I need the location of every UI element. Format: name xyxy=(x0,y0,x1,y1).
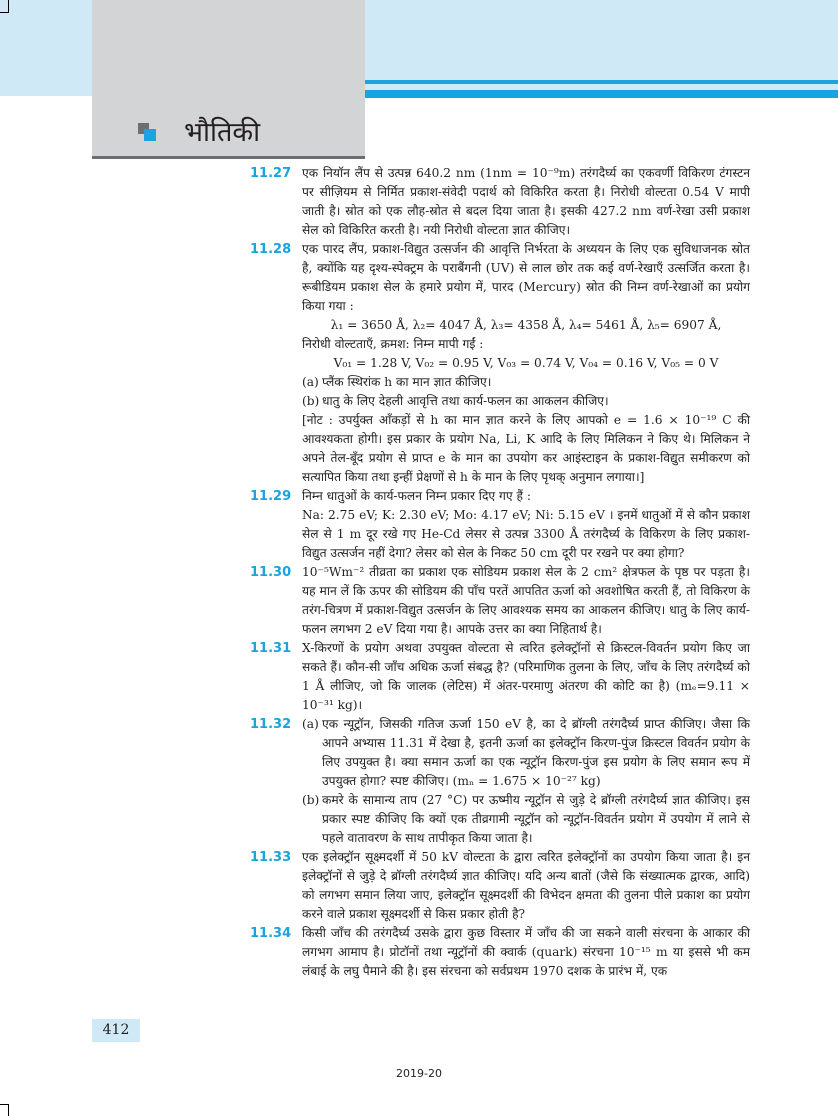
sub-part-text: कमरे के सामान्य ताप (27 °C) पर ऊष्मीय न्यूट्रॉन से जुड़े दे ब्रॉग्ली तरंगदैर्घ्य ज्ञात कीजिए। इस प्रकार स्पष्ट कीजिए कि क्यों एक तीव्रगामी न्यूट्रॉन को न्यूट्रॉन-विवर्तन प्रयोग में उपयोग में लाने से पहले वातावरण के साथ तापीकृत किया जाता है। xyxy=(322,793,750,845)
header-stripe-thick xyxy=(365,90,838,98)
question-11-34 xyxy=(250,924,750,981)
sub-part-label: (a) xyxy=(302,375,319,389)
question-text: निम्न धातुओं के कार्य-फलन निम्न प्रकार दिए गए हैं : xyxy=(302,489,531,503)
question-11-29 xyxy=(250,487,750,563)
question-text: Na: 2.75 eV; K: 2.30 eV; Mo: 4.17 eV; Ni: 5.15 eV । इनमें धातुओं में से कौन प्रकाश सेल से 1 m दूर रखे गए He-Cd लेसर से उत्पन्न 3300 Å तरंगदैर्घ्य के विकिरण के लिए प्रकाश-विद्युत उत्सर्जन नहीं देगा? लेसर को सेल के निकट 50 cm दूरी पर रखने पर क्या होगा? xyxy=(302,508,750,560)
question-number: 11.32 xyxy=(250,717,292,732)
question-number: 11.27 xyxy=(250,166,292,181)
question-number: 11.33 xyxy=(250,850,292,865)
question-number: 11.29 xyxy=(250,489,292,504)
sub-part xyxy=(302,715,750,791)
page-number: 412 xyxy=(92,1019,140,1042)
question-text: एक इलेक्ट्रॉन सूक्ष्मदर्शी में 50 kV वोल्टता के द्वारा त्वरित इलेक्ट्रॉनों का उपयोग किया जाता है। इन इलेक्ट्रॉनों से जुड़े दे ब्रॉग्ली तरंगदैर्घ्य ज्ञात कीजिए। यदि अन्य बातों (जैसे कि संख्यात्मक द्वारक, आदि) को लगभग समान लिया जाए, इलेक्ट्रॉन सूक्ष्मदर्शी की विभेदन क्षमता की तुलना पीले प्रकाश का प्रयोग करने वाले प्रकाश सूक्ष्मदर्शी से किस प्रकार होती है? xyxy=(302,850,750,921)
question-11-32 xyxy=(250,715,750,848)
note-text: [नोट : उपर्युक्त आँकड़ों से h का मान ज्ञात करने के लिए आपको e = 1.6 × 10⁻¹⁹ C की आवश्यकता होगी। इस प्रकार के प्रयोग Na, Li, K आदि के लिए मिलिकन ने किए थे। मिलिकन ने अपने तेल-बूँद प्रयोग से प्राप्त e के मान का उपयोग कर आइंस्टाइन के प्रकाश-विद्युत समीकरण को सत्यापित किया तथा इन्हीं प्रेक्षणों से h के मान के लिए पृथक् अनुमान लगाया।] xyxy=(302,413,750,484)
sub-part-label: (a) xyxy=(302,717,319,731)
sub-part xyxy=(302,373,750,392)
question-text: X-किरणों के प्रयोग अथवा उपयुक्त वोल्टता से त्वरित इलेक्ट्रॉनों से क्रिस्टल-विवर्तन प्रयोग किए जा सकते हैं। कौन-सी जाँच अधिक ऊर्जा संबद्ध है? (परिमाणिक तुलना के लिए, जाँच के लिए तरंगदैर्घ्य को 1 Å लीजिए, जो कि जालक (लेटिस) में अंतर-परमाणु अंतरण की कोटि का है) (mₑ=9.11 × 10⁻³¹ kg)। xyxy=(302,641,750,712)
sub-part-text: प्लैंक स्थिरांक h का मान ज्ञात कीजिए। xyxy=(322,375,492,389)
question-number: 11.34 xyxy=(250,926,292,941)
sub-part-text: एक न्यूट्रॉन, जिसकी गतिज ऊर्जा 150 eV है, का दे ब्रॉग्ली तरंगदैर्घ्य प्राप्त कीजिए। जैसा कि आपने अभ्यास 11.31 में देखा है, इतनी ऊर्जा का इलेक्ट्रॉन किरण-पुंज क्रिस्टल विवर्तन प्रयोग के लिए उपयुक्त है। क्या समान ऊर्जा का एक न्यूट्रॉन किरण-पुंज इस प्रयोग के लिए समान रूप में उपयुक्त होगा? स्पष्ट कीजिए। (mₙ = 1.675 × 10⁻²⁷ kg) xyxy=(322,717,750,788)
squares-logo-icon xyxy=(138,123,158,143)
question-number: 11.30 xyxy=(250,565,292,580)
question-11-31 xyxy=(250,639,750,715)
sub-part-label: (b) xyxy=(302,793,320,807)
question-11-33 xyxy=(250,848,750,924)
question-number: 11.28 xyxy=(250,242,292,257)
sub-part xyxy=(302,791,750,848)
question-text: निरोधी वोल्टताएँ, क्रमश: निम्न मापी गईं : xyxy=(302,337,484,351)
crop-mark-bottom-left xyxy=(0,1104,9,1116)
sub-part-text: धातु के लिए देहली आवृत्ति तथा कार्य-फलन का आकलन कीजिए। xyxy=(322,394,609,408)
chapter-header-underline xyxy=(92,156,365,159)
exercise-content xyxy=(250,164,750,981)
chapter-title: भौतिकी xyxy=(184,117,261,148)
crop-mark-top-left xyxy=(0,0,9,13)
sub-part-label: (b) xyxy=(302,394,320,408)
sub-part xyxy=(302,392,750,411)
question-text: 10⁻⁵Wm⁻² तीव्रता का प्रकाश एक सोडियम प्रकाश सेल के 2 cm² क्षेत्रफल के पृष्ठ पर पड़ता है। यह मान लें कि ऊपर की सोडियम की पाँच परतें आपतित ऊर्जा को अवशोषित करती हैं, तो विकिरण के तरंग-चित्रण में प्रकाश-विद्युत उत्सर्जन के लिए आवश्यक समय का आकलन कीजिए। धातु के लिए कार्य-फलन लगभग 2 eV दिया गया है। आपके उत्तर का क्या निहितार्थ है। xyxy=(302,565,750,636)
footer-year: 2019-20 xyxy=(396,1067,442,1080)
question-11-27 xyxy=(250,164,750,240)
question-11-30 xyxy=(250,563,750,639)
question-text: किसी जाँच की तरंगदैर्घ्य उसके द्वारा कुछ विस्तार में जाँच की जा सकने वाली संरचना के आकार की लगभग आमाप है। प्रोटॉनों तथा न्यूट्रॉनों की क्वार्क (quark) संरचना 10⁻¹⁵ m या इससे भी कम लंबाई के लघु पैमाने की है। इस संरचना को सर्वप्रथम 1970 दशक के प्रारंभ में, एक xyxy=(302,926,750,978)
question-11-28 xyxy=(250,240,750,487)
question-text: एक नियॉन लैंप से उत्पन्न 640.2 nm (1nm = 10⁻⁹m) तरंगदैर्घ्य का एकवर्णी विकिरण टंगस्टन पर सीज़ियम से निर्मित प्रकाश-संवेदी पदार्थ को विकिरित करता है। निरोधी वोल्टता 0.54 V मापी जाती है। स्रोत को एक लौह-स्रोत से बदल दिया जाता है। इसकी 427.2 nm वर्ण-रेखा उसी प्रकाश सेल को विकिरित करती है। नयी निरोधी वोल्टता ज्ञात कीजिए। xyxy=(302,166,750,237)
wavelength-equation: λ₁ = 3650 Å, λ₂= 4047 Å, λ₃= 4358 Å, λ₄= 5461 Å, λ₅= 6907 Å, xyxy=(330,318,722,332)
header-stripe-thin xyxy=(365,80,838,84)
question-text: एक पारद लैंप, प्रकाश-विद्युत उत्सर्जन की आवृत्ति निर्भरता के अध्ययन के लिए एक सुविधाजनक स्रोत है, क्योंकि यह दृश्य-स्पेक्ट्रम के पराबैंगनी (UV) से लाल छोर तक कई वर्ण-रेखाएँ उत्सर्जित करता है। रूबीडियम प्रकाश सेल के हमारे प्रयोग में, पारद (Mercury) स्रोत की निम्न वर्ण-रेखाओं का प्रयोग किया गया : xyxy=(302,242,750,313)
voltage-equation: V₀₁ = 1.28 V, V₀₂ = 0.95 V, V₀₃ = 0.74 V, V₀₄ = 0.16 V, V₀₅ = 0 V xyxy=(333,356,719,370)
question-number: 11.31 xyxy=(250,641,292,656)
